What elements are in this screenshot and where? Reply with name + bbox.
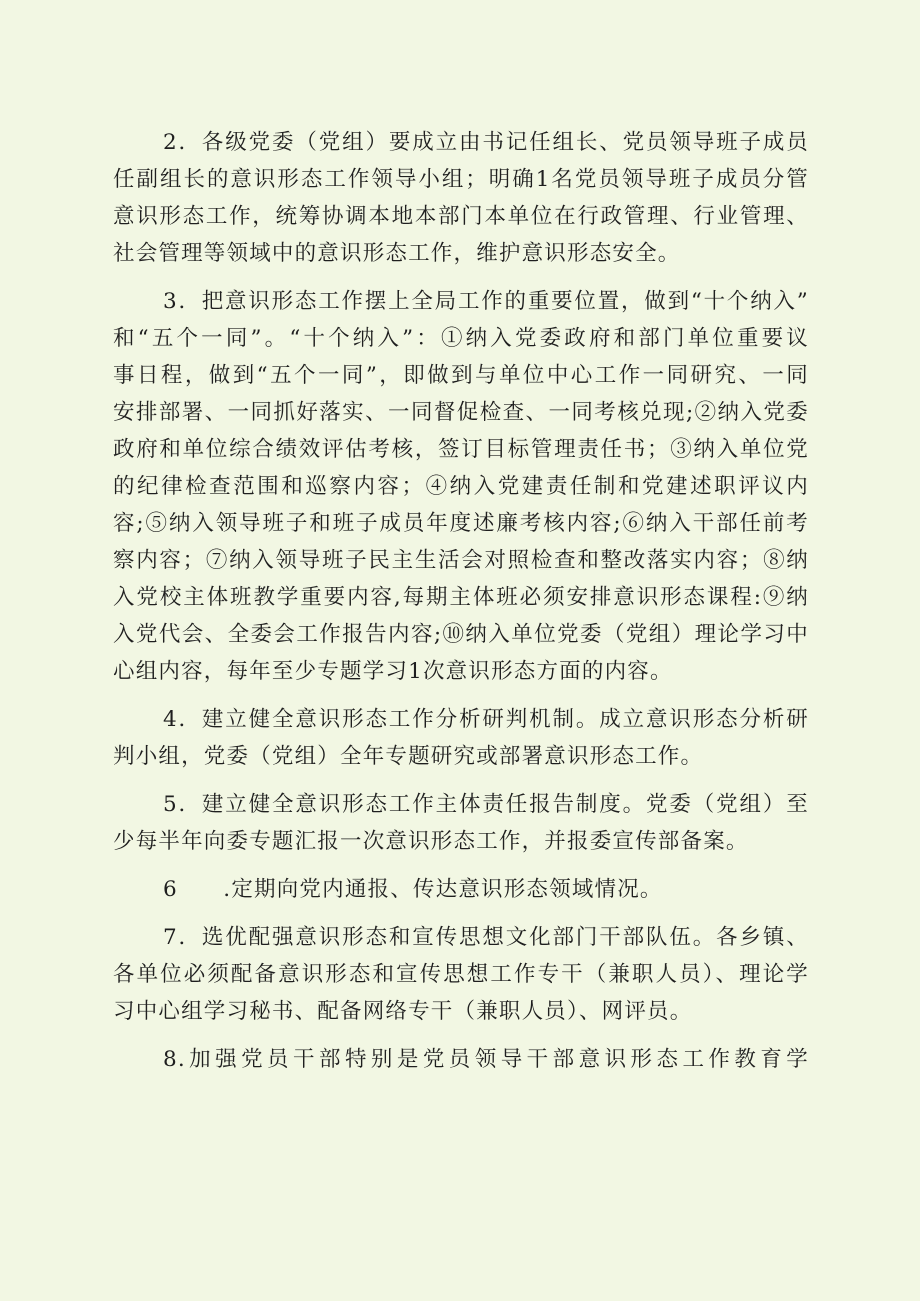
paragraph-8 bbox=[113, 1041, 809, 1078]
text-line: 入党校主体班教学重要内容,每期主体班必须安排意识形态课程:⑨纳 bbox=[113, 585, 809, 610]
text-line: 事日程，做到“五个一同”，即做到与单位中心工作一同研究、一同 bbox=[113, 363, 809, 388]
document-body bbox=[113, 124, 809, 1089]
text-line: 2．各级党委（党组）要成立由书记任组长、党员领导班子成员 bbox=[163, 130, 809, 155]
text-line: 4．建立健全意识形态工作分析研判机制。成立意识形态分析研 bbox=[163, 707, 809, 732]
text-line: 8.加强党员干部特别是党员领导干部意识形态工作教育学 bbox=[163, 1047, 809, 1072]
text-line: 心组内容，每年至少专题学习1次意识形态方面的内容。 bbox=[113, 659, 673, 684]
text-line: 各单位必须配备意识形态和宣传思想工作专干（兼职人员）、理论学 bbox=[113, 962, 809, 987]
text-line: 6 .定期向党内通报、传达意识形态领域情况。 bbox=[163, 877, 663, 902]
text-line: 少每半年向委专题汇报一次意识形态工作，并报委宣传部备案。 bbox=[113, 829, 749, 854]
text-line: 意识形态工作，统筹协调本地本部门本单位在行政管理、行业管理、 bbox=[113, 204, 809, 229]
text-line: 任副组长的意识形态工作领导小组；明确1名党员领导班子成员分管 bbox=[113, 167, 809, 192]
text-line: 5．建立健全意识形态工作主体责任报告制度。党委（党组）至 bbox=[163, 792, 809, 817]
paragraph-2 bbox=[113, 124, 809, 272]
text-line: 社会管理等领域中的意识形态工作，维护意识形态安全。 bbox=[113, 241, 681, 266]
text-line: 察内容；⑦纳入领导班子民主生活会对照检查和整改落实内容；⑧纳 bbox=[113, 548, 809, 573]
text-line: 容;⑤纳入领导班子和班子成员年度述廉考核内容;⑥纳入干部任前考 bbox=[113, 511, 809, 536]
text-line: 和“五个一同”。“十个纳入”：①纳入党委政府和部门单位重要议 bbox=[113, 326, 809, 351]
text-line: 3．把意识形态工作摆上全局工作的重要位置，做到“十个纳入” bbox=[163, 289, 809, 314]
paragraph-7 bbox=[113, 919, 809, 1030]
text-line: 政府和单位综合绩效评估考核，签订目标管理责任书；③纳入单位党 bbox=[113, 437, 809, 462]
paragraph-3 bbox=[113, 283, 809, 690]
paragraph-5 bbox=[113, 786, 809, 860]
text-line: 入党代会、全委会工作报告内容;⑩纳入单位党委（党组）理论学习中 bbox=[113, 622, 809, 647]
text-line: 判小组，党委（党组）全年专题研究或部署意识形态工作。 bbox=[113, 744, 704, 769]
text-line: 安排部署、一同抓好落实、一同督促检查、一同考核兑现;②纳入党委 bbox=[113, 400, 809, 425]
text-line: 7．选优配强意识形态和宣传思想文化部门干部队伍。各乡镇、 bbox=[163, 925, 809, 950]
paragraph-4 bbox=[113, 701, 809, 775]
text-line: 习中心组学习秘书、配备网络专干（兼职人员）、网评员。 bbox=[113, 999, 693, 1024]
text-line: 的纪律检查范围和巡察内容；④纳入党建责任制和党建述职评议内 bbox=[113, 474, 809, 499]
paragraph-6 bbox=[113, 871, 809, 908]
